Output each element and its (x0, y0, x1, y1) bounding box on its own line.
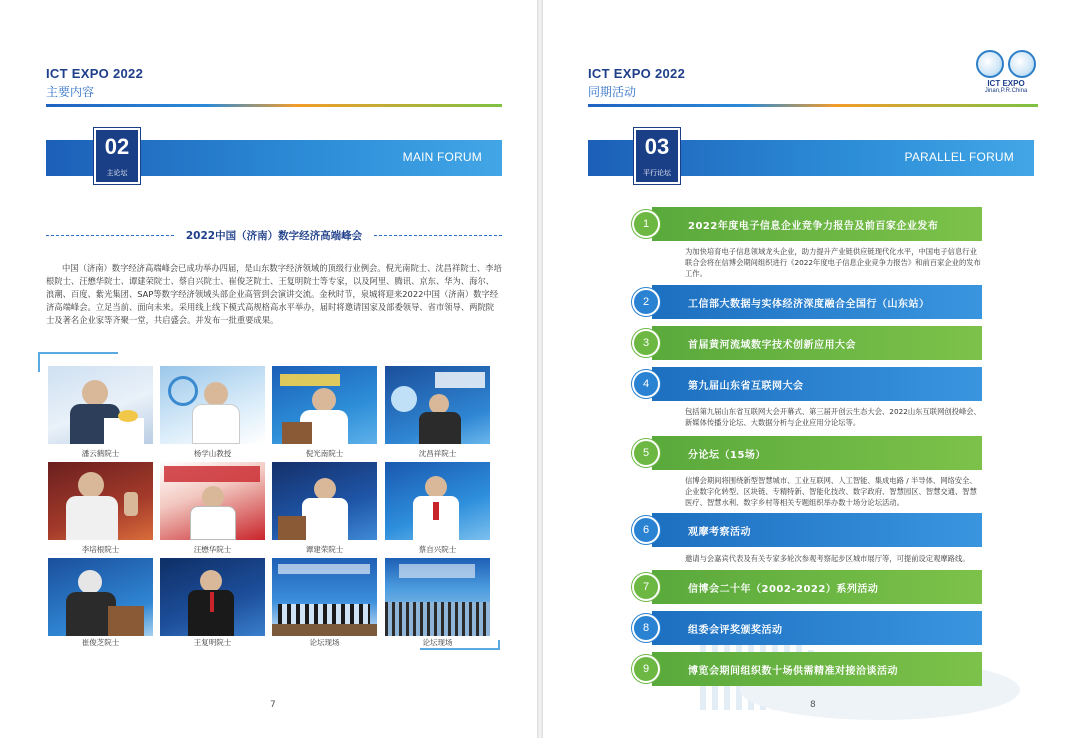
photo-speaker (385, 462, 490, 540)
logo-subtitle: Jinan,P.R.China (984, 88, 1028, 94)
activity-number: 1 (632, 210, 660, 238)
photo-caption: 论坛现场 (422, 638, 453, 647)
activity-bar (652, 611, 982, 645)
photo-speaker (385, 366, 490, 444)
activity-bar (652, 367, 982, 401)
photo-venue (385, 558, 490, 636)
activity-number: 7 (632, 573, 660, 601)
activity-number: 3 (632, 329, 660, 357)
header-rule (588, 104, 1038, 107)
activity-number: 8 (632, 614, 660, 642)
photo-speaker (48, 558, 153, 636)
activity-title: 分论坛（15场） (688, 450, 766, 461)
photo-caption: 王复明院士 (193, 638, 232, 647)
activity-description: 为加快培育电子信息领域龙头企业，助力提升产业链供应链现代化水平，中国电子信息行业联合会将在信博会期间组织进行《2022年度电子信息企业竞争力报告》和前百家企业的发布工作。 (685, 247, 981, 278)
photo-caption: 杨学山教授 (193, 449, 232, 458)
activity-number: 5 (632, 439, 660, 467)
activity-title: 工信部大数据与实体经济深度融合全国行（山东站） (688, 299, 930, 310)
activity-number: 6 (632, 516, 660, 544)
photo-frame-corner (420, 640, 500, 650)
activity-description: 包括第九届山东省互联网大会开幕式、第三届开创云生态大会、2022山东互联网创投峰会、新媒体传播分论坛、大数据分析与企业应用分论坛等。 (685, 407, 981, 427)
activity-bar (652, 570, 982, 604)
activity-title: 信博会二十年（2002-2022）系列活动 (688, 584, 879, 595)
photo-caption: 论坛现场 (309, 638, 340, 647)
section-number-label: 平行论坛 (643, 169, 671, 177)
intro-paragraph: 中国（济南）数字经济高端峰会已成功举办四届，是山东数字经济领域的顶级行业例会。倪光南院士、沈昌祥院士、李培根院士、汪懋华院士、谭建荣院士、蔡自兴院士、崔俊芝院士、王复明院士等专家，以及阿里、腾讯、京东、华为、海尔、浪潮、百度、紫光集团、SAP等数字经济领域头部企业高管到会演讲交流。金秋时节，泉城将迎来2022中国（济南）数字经济高端峰会。立足当前、面向未来。采用线上线下模式高规格高水平举办，届时将邀请国家及部委领导、省市领导、两院院士及著名企业家等齐聚一堂，共启盛会。并发布一批重要成果。 (46, 263, 502, 325)
page-number: 8 (810, 700, 816, 710)
photo-speaker (160, 462, 265, 540)
section-number-label: 主论坛 (106, 169, 128, 177)
activity-bar (652, 436, 982, 470)
section-number: 03 (644, 134, 670, 159)
banner-title: MAIN FORUM (402, 150, 482, 164)
section-number: 02 (104, 134, 130, 159)
activity-number: 2 (632, 288, 660, 316)
activity-title: 组委会评奖颁奖活动 (688, 625, 783, 636)
section-subtitle: 主要内容 (46, 85, 95, 99)
photo-caption: 倪光南院士 (305, 449, 344, 458)
activity-title: 首届黄河流域数字技术创新应用大会 (688, 340, 856, 351)
banner-title: PARALLEL FORUM (904, 150, 1014, 164)
photo-speaker (48, 366, 153, 444)
activity-bar (652, 513, 982, 547)
photo-caption: 汪懋华院士 (193, 545, 232, 554)
activity-bar (652, 652, 982, 686)
section-number-box (634, 128, 680, 184)
photo-caption: 潘云鹤院士 (81, 449, 120, 458)
activity-bar (652, 207, 982, 241)
summit-heading (46, 228, 502, 242)
activity-bar (652, 285, 982, 319)
activity-description: 信博会期间将围绕新型智慧城市、工业互联网、人工智能、集成电路 / 半导体、网络安全、企业数字化转型、区块链、专精特新、智能化技改、数字政府、智慧园区、智慧交通、智慧医疗、智慧水利、数字乡村等相关专题组织举办数十场分论坛活动。 (685, 476, 977, 507)
ict-expo-logo (972, 50, 1040, 96)
activity-description: 邀请与会嘉宾代表及有关专家多轮次参观考察起步区城市展厅等，可提前设定观摩路线。 (685, 554, 970, 563)
photo-venue (272, 558, 377, 636)
activity-title: 第九届山东省互联网大会 (688, 381, 804, 392)
photo-caption: 蔡自兴院士 (418, 545, 457, 554)
photo-caption: 谭建荣院士 (305, 545, 344, 554)
photo-caption: 李培根院士 (81, 545, 120, 554)
book-spine (537, 0, 543, 738)
heading-dash-right (374, 235, 502, 236)
activity-title: 观摩考察活动 (688, 527, 751, 538)
globe-icon (976, 50, 1004, 78)
globe-icon (1008, 50, 1036, 78)
logo-name: ICT EXPO (987, 79, 1025, 88)
photo-speaker (48, 462, 153, 540)
activity-title: 博览会期间组织数十场供需精准对接洽谈活动 (688, 666, 898, 677)
photo-speaker (272, 366, 377, 444)
photo-caption: 沈昌祥院士 (418, 449, 457, 458)
activity-title: 2022年度电子信息企业竞争力报告及前百家企业发布 (688, 221, 939, 232)
activity-bar (652, 326, 982, 360)
activity-number: 4 (632, 370, 660, 398)
activity-number: 9 (632, 655, 660, 683)
expo-title: ICT EXPO 2022 (588, 66, 686, 81)
section-subtitle: 同期活动 (588, 85, 637, 99)
page-right (540, 0, 1080, 738)
section-number-box (94, 128, 140, 184)
photo-caption: 崔俊芝院士 (81, 638, 120, 647)
expo-title: ICT EXPO 2022 (46, 66, 144, 81)
photo-speaker (272, 462, 377, 540)
heading-dash-left (46, 235, 174, 236)
photo-speaker (160, 558, 265, 636)
summit-title: 2022中国（济南）数字经济高端峰会 (185, 230, 363, 242)
photo-speaker (160, 366, 265, 444)
page-number: 7 (270, 700, 276, 710)
header-rule (46, 104, 502, 107)
